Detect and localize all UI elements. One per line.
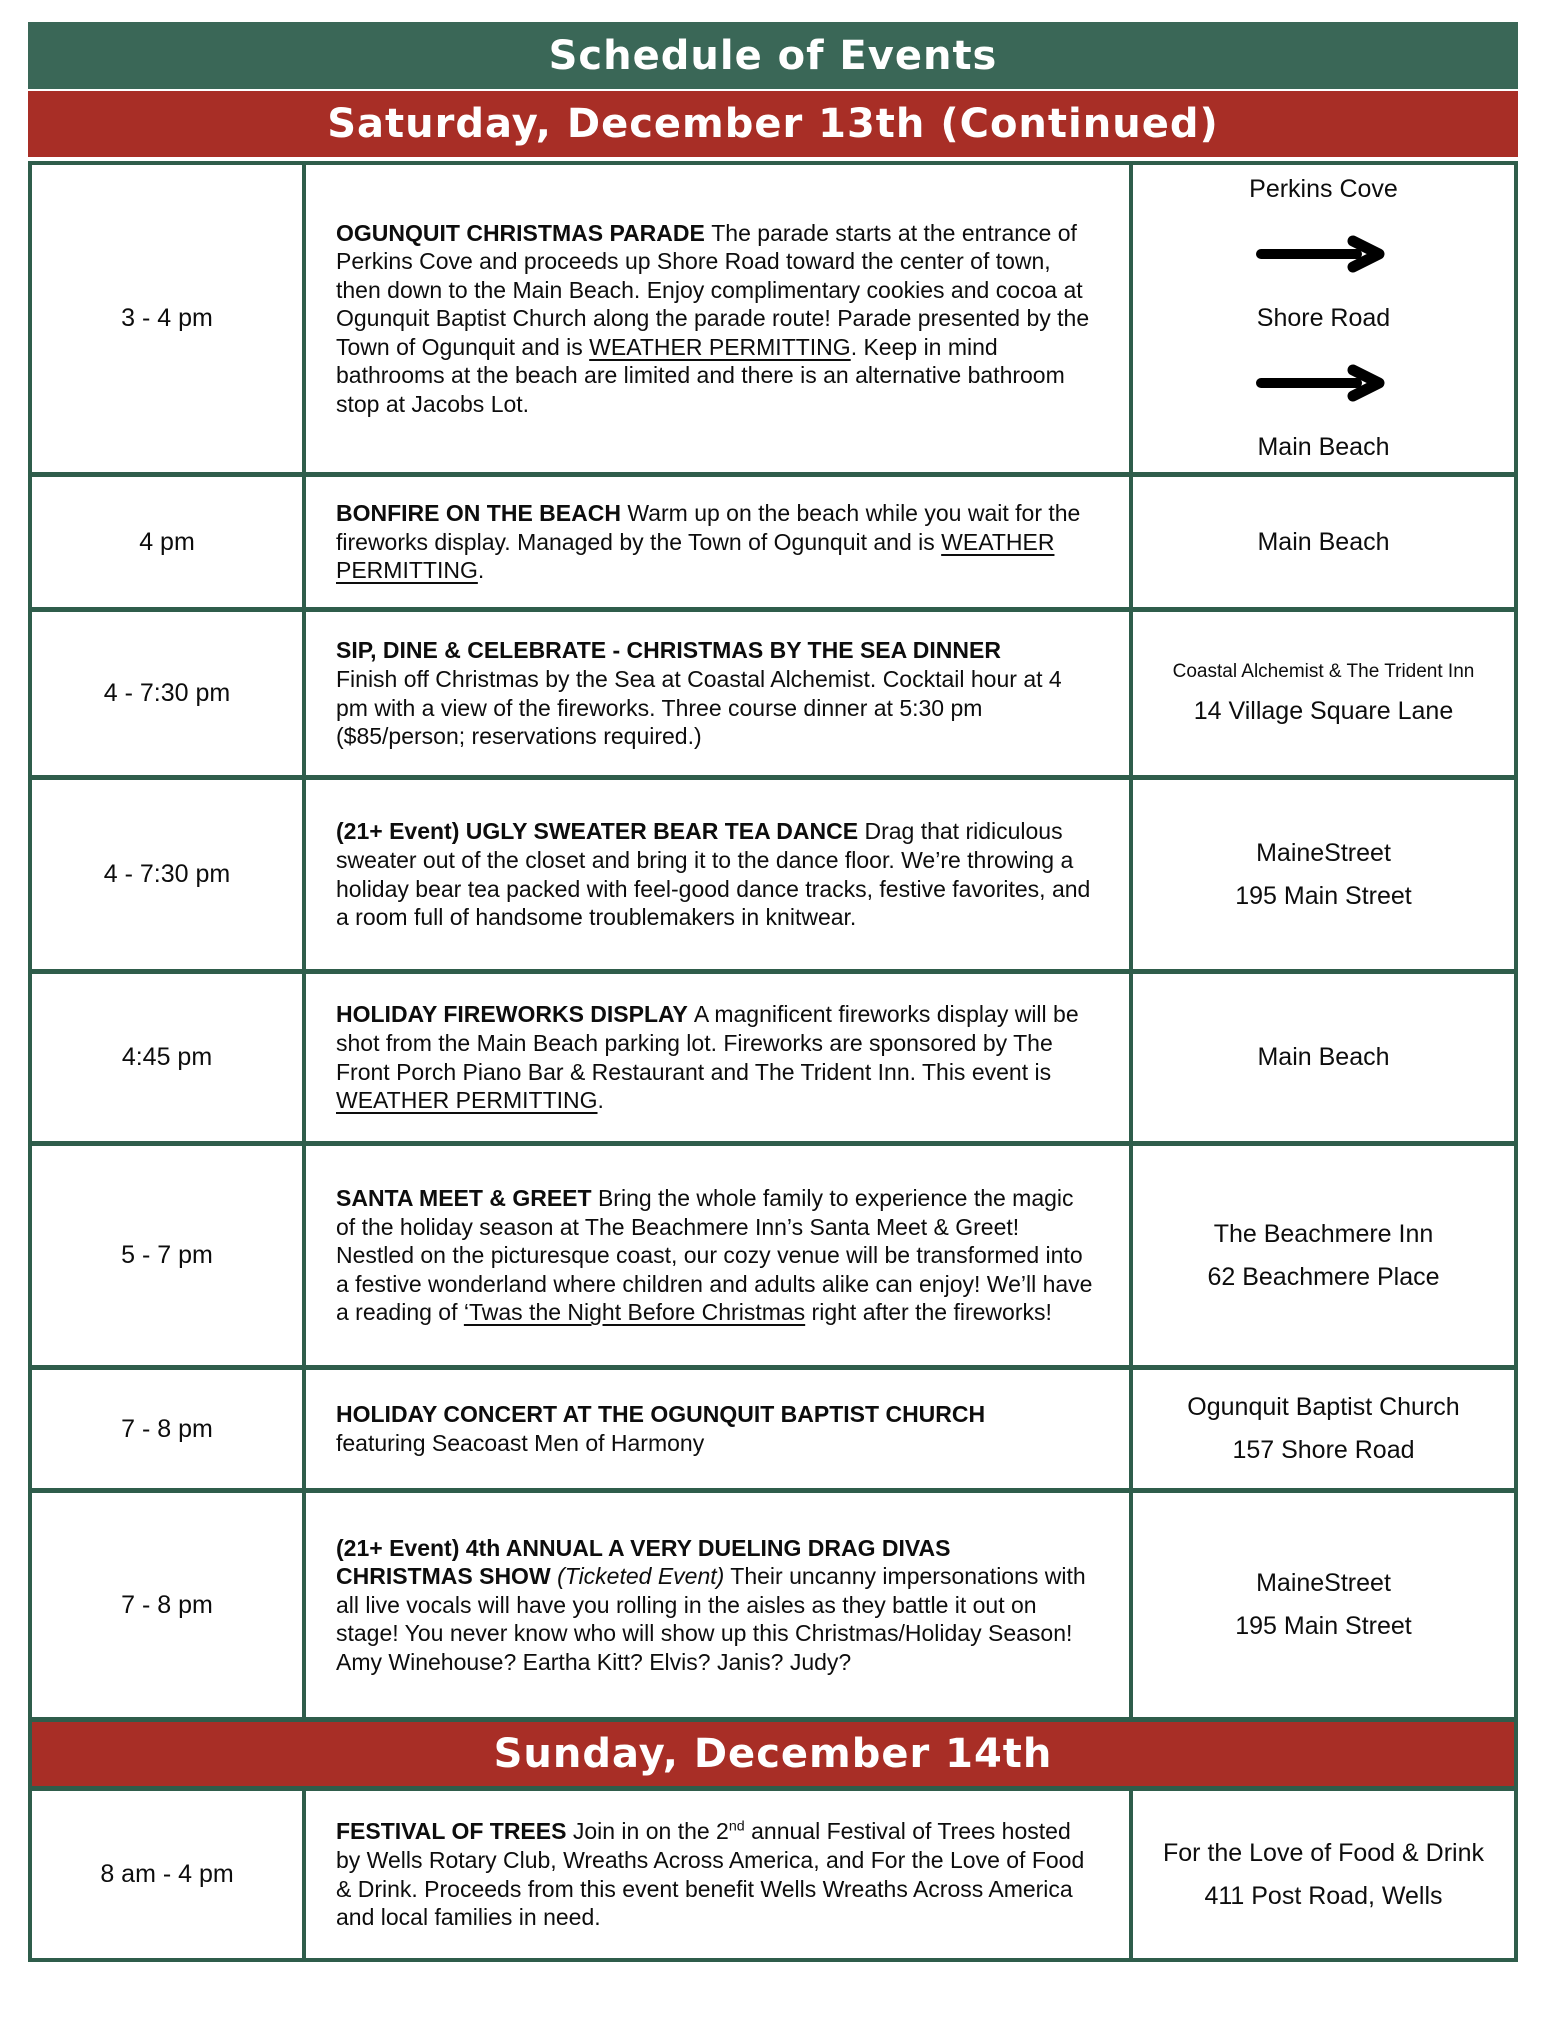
event-title: BONFIRE ON THE BEACH: [336, 500, 628, 527]
events-table: [28, 161, 1518, 1962]
event-description-cell: [302, 612, 1129, 775]
schedule-title: Schedule of Events: [548, 32, 998, 79]
event-title: SANTA MEET & GREET: [336, 1185, 598, 1212]
location-stack: [1187, 1393, 1459, 1465]
event-location-cell: [1129, 780, 1514, 969]
location-stack: [1257, 528, 1389, 557]
event-row: [32, 1488, 1514, 1717]
event-description-cell: [302, 1370, 1129, 1488]
sunday-section-banner: [32, 1717, 1514, 1786]
location-line: 411 Post Road, Wells: [1204, 1881, 1443, 1910]
event-description-text: Their uncanny impersonations with all live vocals will have you rolling in the aisles as they battle it out on stage! You never know who will show up this Christmas/Holiday Season! Amy Winehouse? Eartha Kitt? Elvis? Janis? Judy?: [336, 1563, 1086, 1675]
event-row: [32, 775, 1514, 969]
location-line: 157 Shore Road: [1232, 1436, 1415, 1464]
event-description-text: Join in on the 2: [572, 1818, 729, 1845]
event-time-cell: [32, 1493, 302, 1717]
event-description: [336, 1000, 1093, 1114]
event-location-cell: [1129, 165, 1514, 472]
event-time: 7 - 8 pm: [121, 1414, 213, 1443]
location-line: Shore Road: [1256, 304, 1391, 332]
event-row: [32, 1141, 1514, 1365]
location-line: 14 Village Square Lane: [1193, 697, 1454, 725]
event-description-text: WEATHER PERMITTING: [336, 1087, 598, 1114]
event-description-cell: [302, 1791, 1129, 1958]
event-description-text: ‘Twas the Night Before Christmas: [463, 1299, 806, 1326]
event-time: 3 - 4 pm: [121, 304, 213, 332]
event-description-cell: [302, 477, 1129, 607]
event-location-cell: [1129, 1370, 1514, 1488]
event-title: (21+ Event) UGLY SWEATER BEAR TEA DANCE: [336, 818, 865, 845]
event-row: [32, 969, 1514, 1141]
location-line: Perkins Cove: [1249, 175, 1398, 203]
location-line: MaineStreet: [1256, 838, 1391, 867]
location-line: For the Love of Food & Drink: [1163, 1838, 1484, 1867]
event-title: OGUNQUIT CHRISTMAS PARADE: [336, 219, 712, 246]
location-line: Coastal Alchemist & The Trident Inn: [1172, 661, 1475, 682]
saturday-section-banner: [28, 91, 1518, 157]
event-description: [336, 1534, 1093, 1677]
location-line: Main Beach: [1257, 1043, 1390, 1071]
event-description-text: Warm up on the beach while you wait for the fireworks display. Managed by the Town of Ogunquit and is: [336, 500, 1081, 555]
event-description-cell: [302, 1493, 1129, 1717]
event-description-text: Drag that ridiculous sweater out of the closet and bring it to the dance floor. We’re throwing a holiday bear tea packed with feel-good dance tracks, festive favorites, and a room full of handsome troublemakers in knitwear.: [336, 818, 1091, 931]
event-time-cell: [32, 1146, 302, 1365]
event-row: [32, 165, 1514, 472]
event-time-cell: [32, 1370, 302, 1488]
location-line: Ogunquit Baptist Church: [1187, 1393, 1460, 1421]
event-location-cell: [1129, 1146, 1514, 1365]
arrow-right-icon: [1253, 363, 1393, 403]
event-time: 4:45 pm: [121, 1043, 213, 1071]
event-description-text: A magnificent fireworks display will be shot from the Main Beach parking lot. Fireworks are sponsored by The Front Porch Piano Bar & Restaurant and The Trident Inn. This event is: [336, 1001, 1079, 1085]
schedule-page: [28, 22, 1518, 1962]
event-title: FESTIVAL OF TREES: [336, 1818, 573, 1845]
event-description-text: WEATHER PERMITTING: [336, 528, 1055, 584]
event-description-text: Finish off Christmas by the Sea at Coastal Alchemist. Cocktail hour at 4 pm with a view of the fireworks. Three course dinner at 5:30 pm ($85/person; reservations required.): [336, 665, 1062, 750]
event-description-text: .: [597, 1087, 604, 1114]
event-description-text: WEATHER PERMITTING: [589, 333, 851, 360]
location-line: 195 Main Street: [1235, 1612, 1412, 1640]
location-stack: [1207, 1220, 1439, 1292]
event-title: HOLIDAY CONCERT AT THE OGUNQUIT BAPTIST CHURCH: [336, 1401, 986, 1428]
location-stack: [1257, 1043, 1389, 1072]
event-row: [32, 1365, 1514, 1488]
event-description-text: annual Festival of Trees hosted by Wells Rotary Club, Wreaths Across America, and For the Love of Food & Drink. Proceeds from this event benefit Wells Wreaths Across America and local families in need.: [336, 1818, 1085, 1931]
event-description-text: nd: [728, 1818, 745, 1835]
event-description-text: The parade starts at the entrance of Perkins Cove and proceeds up Shore Road toward the center of town, then down to the Main Beach. Enjoy complimentary cookies and cocoa at Ogunquit Baptist Church along the parade route! Parade presented by the Town of Ogunquit and is: [336, 219, 1090, 360]
event-location-cell: [1129, 477, 1514, 607]
event-description: [336, 1400, 985, 1457]
event-time: 4 pm: [139, 527, 195, 556]
arrow-right-icon: [1253, 234, 1393, 274]
event-time-cell: [32, 477, 302, 607]
event-description-cell: [302, 165, 1129, 472]
event-description-text: .: [477, 557, 485, 584]
schedule-title-banner: [28, 22, 1518, 89]
event-location-cell: [1129, 1791, 1514, 1958]
location-stack: [1235, 1569, 1412, 1641]
event-row: [32, 1786, 1514, 1958]
event-description-text: (Ticketed Event): [557, 1563, 725, 1590]
location-stack: [1249, 175, 1398, 462]
event-description: [336, 219, 1093, 419]
event-description-text: featuring Seacoast Men of Harmony: [336, 1430, 705, 1456]
event-time-cell: [32, 165, 302, 472]
event-description-cell: [302, 780, 1129, 969]
location-line: 195 Main Street: [1235, 881, 1412, 910]
event-description: [336, 636, 1093, 750]
sunday-section-label: Sunday, December 14th: [493, 1731, 1053, 1777]
event-description-text: Bring the whole family to experience the magic of the holiday season at The Beachmere Inn’s Santa Meet & Greet! Nestled on the picturesque coast, our cozy venue will be transformed into a festive wonderland where children and adults alike can enjoy! We’ll have a reading of: [336, 1185, 1093, 1326]
event-title: HOLIDAY FIREWORKS DISPLAY: [336, 1001, 694, 1028]
location-line: MaineStreet: [1256, 1569, 1391, 1597]
event-description-text: right after the fireworks!: [805, 1299, 1052, 1326]
location-line: Main Beach: [1257, 527, 1390, 556]
location-stack: [1163, 1839, 1484, 1911]
event-time: 5 - 7 pm: [121, 1241, 213, 1269]
saturday-section-label: Saturday, December 13th (Continued): [327, 101, 1219, 147]
event-description: [336, 1184, 1093, 1327]
event-title: SIP, DINE & CELEBRATE - CHRISTMAS BY THE SEA DINNER: [336, 637, 1001, 664]
event-description: [336, 1817, 1093, 1931]
event-row: [32, 607, 1514, 775]
event-description-cell: [302, 1146, 1129, 1365]
event-time: 7 - 8 pm: [121, 1590, 213, 1619]
event-description-text: . Keep in mind bathrooms at the beach are limited and there is an alternative bathroom stop at Jacobs Lot.: [336, 333, 1065, 417]
event-time-cell: [32, 974, 302, 1141]
event-time-cell: [32, 780, 302, 969]
event-time: 8 am - 4 pm: [100, 1860, 234, 1888]
event-location-cell: [1129, 1493, 1514, 1717]
event-time: 4 - 7:30 pm: [103, 679, 231, 707]
event-description-cell: [302, 974, 1129, 1141]
event-time-cell: [32, 1791, 302, 1958]
location-stack: [1235, 839, 1412, 911]
event-time: 4 - 7:30 pm: [103, 860, 231, 888]
event-row: [32, 472, 1514, 607]
event-location-cell: [1129, 612, 1514, 775]
location-stack: [1173, 661, 1475, 726]
event-location-cell: [1129, 974, 1514, 1141]
event-description: [336, 817, 1093, 931]
event-title: (21+ Event) 4th ANNUAL A VERY DUELING DRAG DIVAS CHRISTMAS SHOW: [336, 1534, 951, 1590]
location-line: 62 Beachmere Place: [1207, 1262, 1440, 1291]
location-line: The Beachmere Inn: [1213, 1219, 1434, 1248]
event-description: [336, 499, 1093, 585]
event-time-cell: [32, 612, 302, 775]
location-line: Main Beach: [1257, 433, 1390, 461]
